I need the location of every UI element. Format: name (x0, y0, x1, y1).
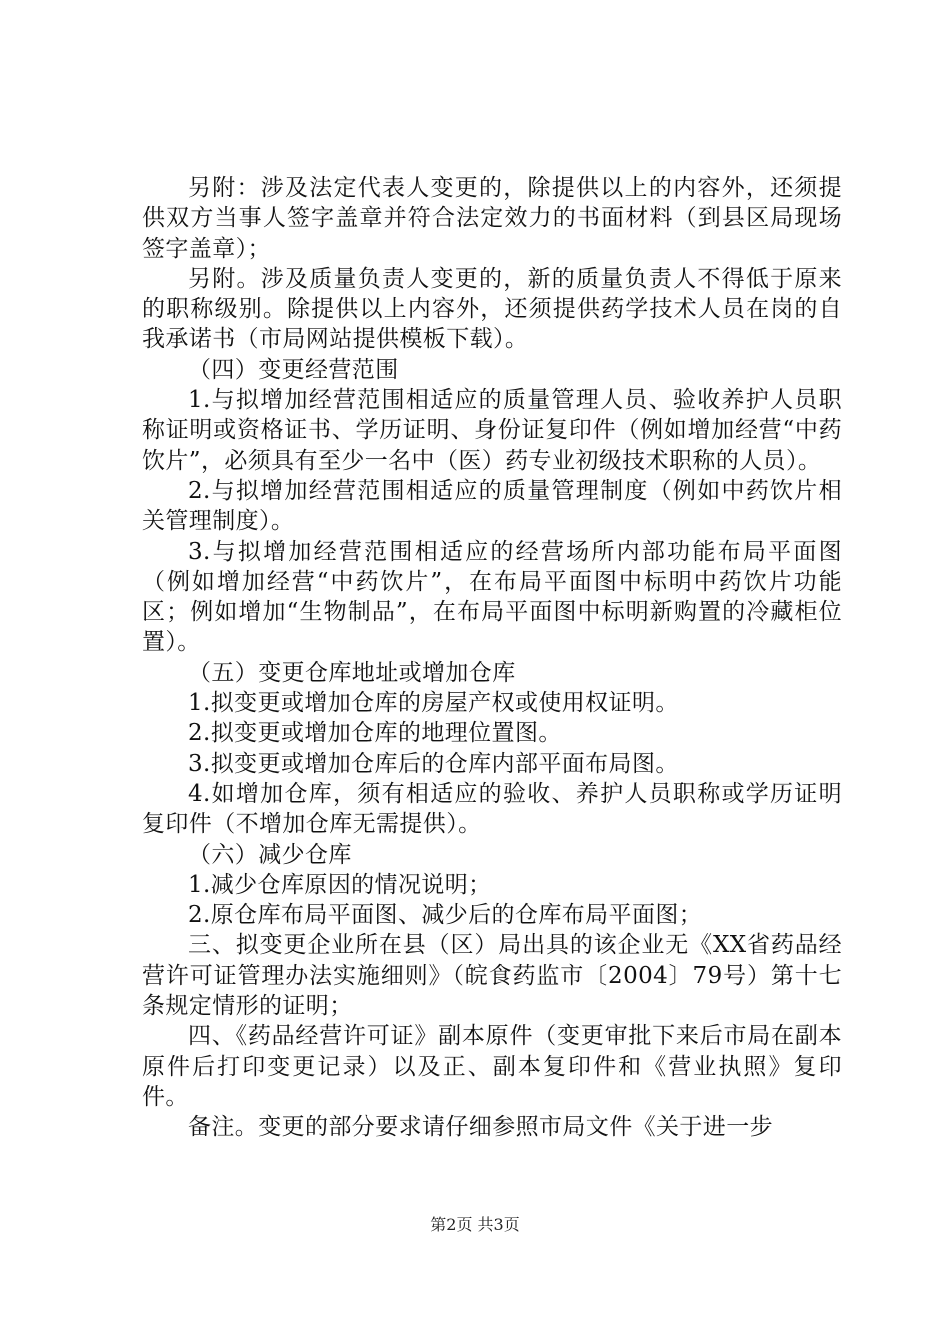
section-heading-warehouse-change: （五）变更仓库地址或增加仓库 (188, 659, 516, 686)
list-item-scope-2: 2.与拟增加经营范围相适应的质量管理制度（例如中药饮片相关管理制度）。 (142, 477, 842, 535)
document-body (142, 173, 842, 1143)
list-item-scope-1: 1.与拟增加经营范围相适应的质量管理人员、验收养护人员职称证明或资格证书、学历证明、身份证复印件（例如增加经营“中药饮片”，必须具有至少一名中（医）药专业初级技术职称的人员）。 (142, 387, 842, 474)
paragraph-item-three: 三、拟变更企业所在县（区）局出具的该企业无《XX省药品经营许可证管理办法实施细则》（皖食药监市〔2004〕79号）第十七条规定情形的证明； (142, 932, 842, 1020)
list-item-reduce-2: 2.原仓库布局平面图、减少后的仓库布局平面图； (188, 902, 703, 929)
page-number-label: 第2页 共3页 (430, 1215, 520, 1234)
paragraph-quality-manager-change: 另附。涉及质量负责人变更的，新的质量负责人不得低于原来的职称级别。除提供以上内容外，还须提供药学技术人员在岗的自我承诺书（市局网站提供模板下载）。 (142, 265, 842, 353)
page-footer (0, 1215, 950, 1235)
section-heading-business-scope: （四）变更经营范围 (188, 356, 399, 383)
paragraph-legal-rep-change: 另附：涉及法定代表人变更的，除提供以上的内容外，还须提供双方当事人签字盖章并符合法定效力的书面材料（到县区局现场签字盖章）； (142, 175, 842, 262)
paragraph-item-four: 四、《药品经营许可证》副本原件（变更审批下来后市局在副本原件后打印变更记录）以及正、副本复印件和《营业执照》复印件。 (142, 1023, 842, 1110)
list-item-warehouse-1: 1.拟变更或增加仓库的房屋产权或使用权证明。 (188, 690, 679, 717)
paragraph-remarks: 备注。变更的部分要求请仔细参照市局文件《关于进一步 (188, 1114, 773, 1141)
section-heading-reduce-warehouse: （六）减少仓库 (188, 841, 352, 868)
list-item-scope-3: 3.与拟增加经营范围相适应的经营场所内部功能布局平面图（例如增加经营“中药饮片”，在布局平面图中标明中药饮片功能区；例如增加“生物制品”，在布局平面图中标明新购置的冷藏柜位置）。 (142, 538, 842, 656)
list-item-warehouse-3: 3.拟变更或增加仓库后的仓库内部平面布局图。 (188, 750, 679, 777)
list-item-warehouse-4: 4.如增加仓库，须有相适应的验收、养护人员职称或学历证明复印件（不增加仓库无需提供）。 (142, 780, 842, 838)
list-item-warehouse-2: 2.拟变更或增加仓库的地理位置图。 (188, 720, 562, 747)
list-item-reduce-1: 1.减少仓库原因的情况说明； (188, 871, 492, 898)
